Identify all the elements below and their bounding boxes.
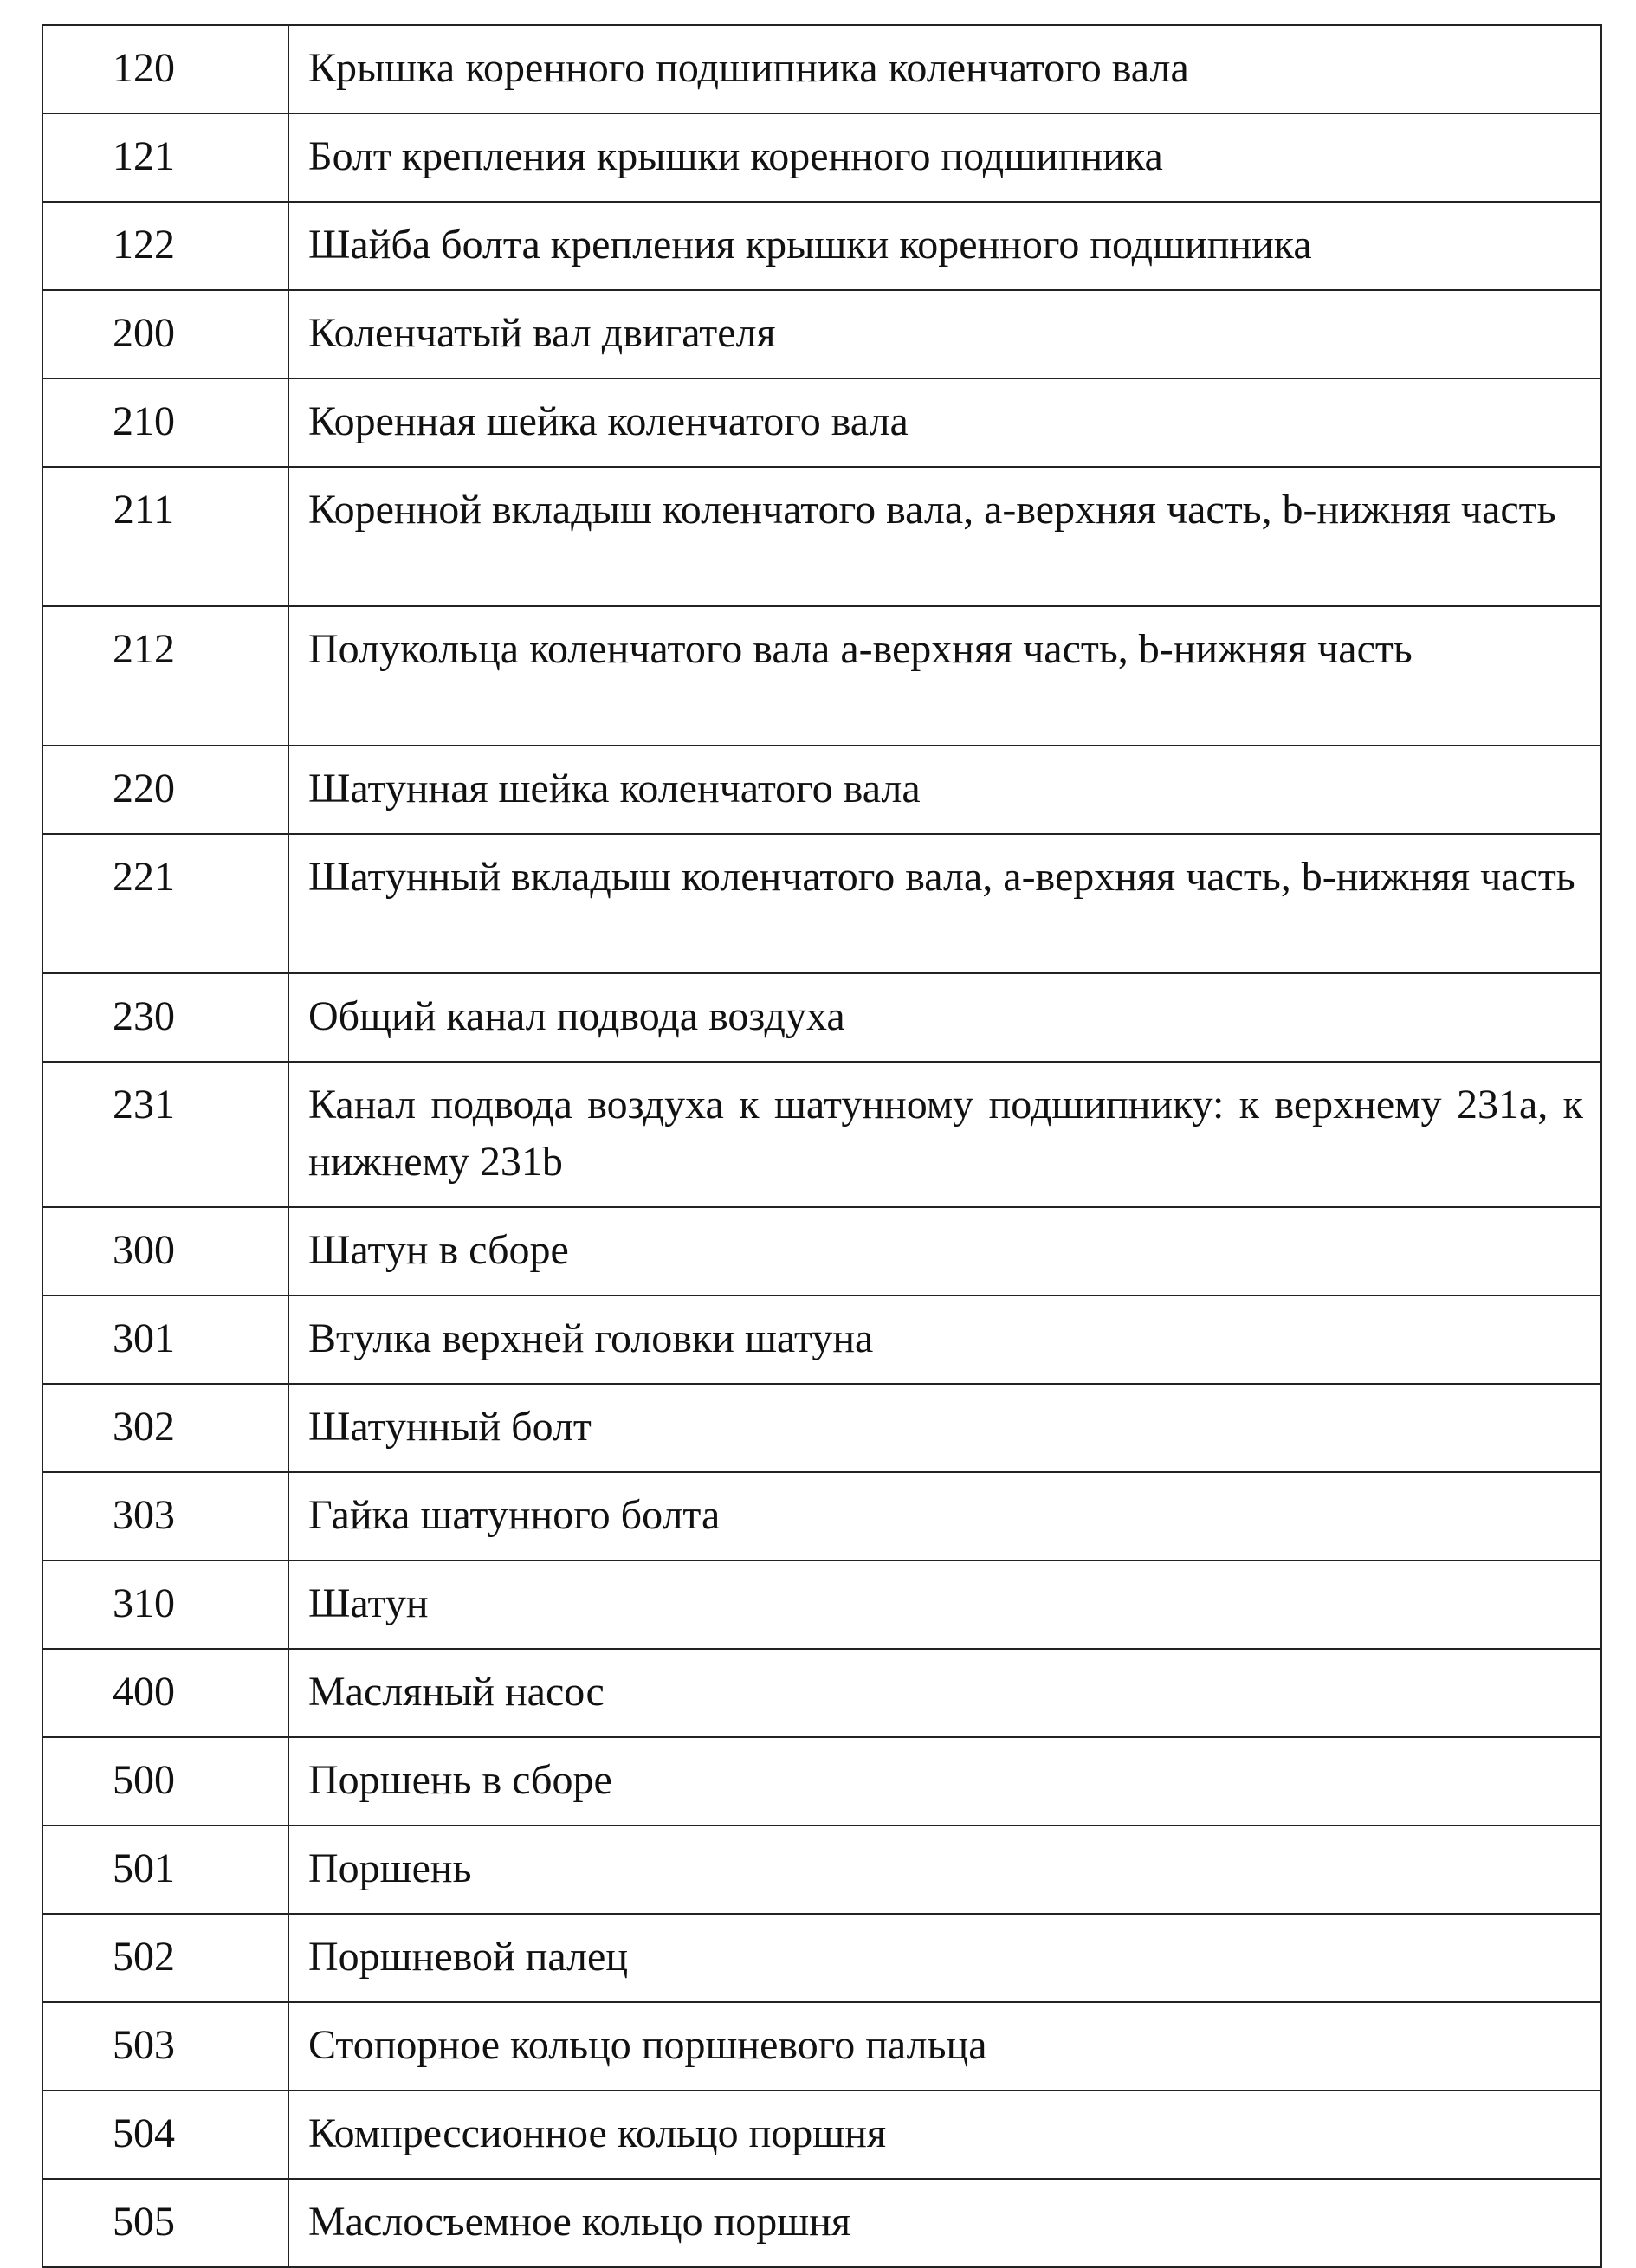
part-number: 231: [42, 1062, 288, 1207]
table-row: [42, 834, 1601, 973]
table-row: [42, 1649, 1601, 1737]
part-description: Болт крепления крышки коренного подшипника: [288, 113, 1601, 202]
table-row: [42, 290, 1601, 378]
part-number: 501: [42, 1825, 288, 1914]
table-row: [42, 113, 1601, 202]
table-row: [42, 2090, 1601, 2179]
part-number: 230: [42, 973, 288, 1062]
part-number: 502: [42, 1914, 288, 2002]
table-row: [42, 25, 1601, 113]
table-row: [42, 746, 1601, 834]
table-row: [42, 1825, 1601, 1914]
part-description: Втулка верхней головки шатуна: [288, 1296, 1601, 1384]
part-description: Маслосъемное кольцо поршня: [288, 2179, 1601, 2267]
part-number: 300: [42, 1207, 288, 1296]
part-number: 302: [42, 1384, 288, 1472]
part-description: Крышка коренного подшипника коленчатого вала: [288, 25, 1601, 113]
table-row: [42, 1560, 1601, 1649]
part-number: 400: [42, 1649, 288, 1737]
part-number: 505: [42, 2179, 288, 2267]
part-description: Шатун: [288, 1560, 1601, 1649]
part-number: 220: [42, 746, 288, 834]
part-description: Поршень в сборе: [288, 1737, 1601, 1825]
part-number: 303: [42, 1472, 288, 1560]
table-row: [42, 1062, 1601, 1207]
table-row: [42, 467, 1601, 606]
part-description: Коленчатый вал двигателя: [288, 290, 1601, 378]
part-description: Канал подвода воздуха к шатунному подшипнику: к верхнему 231а, к нижнему 231b: [288, 1062, 1601, 1207]
part-number: 212: [42, 606, 288, 746]
part-number: 310: [42, 1560, 288, 1649]
table-row: [42, 1914, 1601, 2002]
part-description: Коренной вкладыш коленчатого вала, а-верхняя часть, b-нижняя часть: [288, 467, 1601, 606]
table-row: [42, 202, 1601, 290]
part-description: Поршневой палец: [288, 1914, 1601, 2002]
part-description: Общий канал подвода воздуха: [288, 973, 1601, 1062]
table-row: [42, 378, 1601, 467]
part-description: Шатун в сборе: [288, 1207, 1601, 1296]
part-number: 122: [42, 202, 288, 290]
table-row: [42, 2002, 1601, 2090]
table-row: [42, 1472, 1601, 1560]
part-description: Компрессионное кольцо поршня: [288, 2090, 1601, 2179]
part-number: 500: [42, 1737, 288, 1825]
part-description: Шатунный вкладыш коленчатого вала, а-верхняя часть, b-нижняя часть: [288, 834, 1601, 973]
part-number: 200: [42, 290, 288, 378]
part-number: 120: [42, 25, 288, 113]
table-row: [42, 606, 1601, 746]
part-description: Поршень: [288, 1825, 1601, 1914]
part-description: Масляный насос: [288, 1649, 1601, 1737]
part-description: Шатунный болт: [288, 1384, 1601, 1472]
part-number: 211: [42, 467, 288, 606]
parts-table: [42, 24, 1602, 2268]
part-number: 121: [42, 113, 288, 202]
table-row: [42, 1737, 1601, 1825]
part-description: Коренная шейка коленчатого вала: [288, 378, 1601, 467]
table-row: [42, 1207, 1601, 1296]
table-row: [42, 1384, 1601, 1472]
part-number: 503: [42, 2002, 288, 2090]
part-description: Шайба болта крепления крышки коренного подшипника: [288, 202, 1601, 290]
part-number: 504: [42, 2090, 288, 2179]
table-row: [42, 2179, 1601, 2267]
part-description: Стопорное кольцо поршневого пальца: [288, 2002, 1601, 2090]
part-description: Гайка шатунного болта: [288, 1472, 1601, 1560]
part-number: 210: [42, 378, 288, 467]
part-number: 221: [42, 834, 288, 973]
part-description: Шатунная шейка коленчатого вала: [288, 746, 1601, 834]
table-row: [42, 1296, 1601, 1384]
part-description: Полукольца коленчатого вала а-верхняя часть, b-нижняя часть: [288, 606, 1601, 746]
part-number: 301: [42, 1296, 288, 1384]
table-row: [42, 973, 1601, 1062]
